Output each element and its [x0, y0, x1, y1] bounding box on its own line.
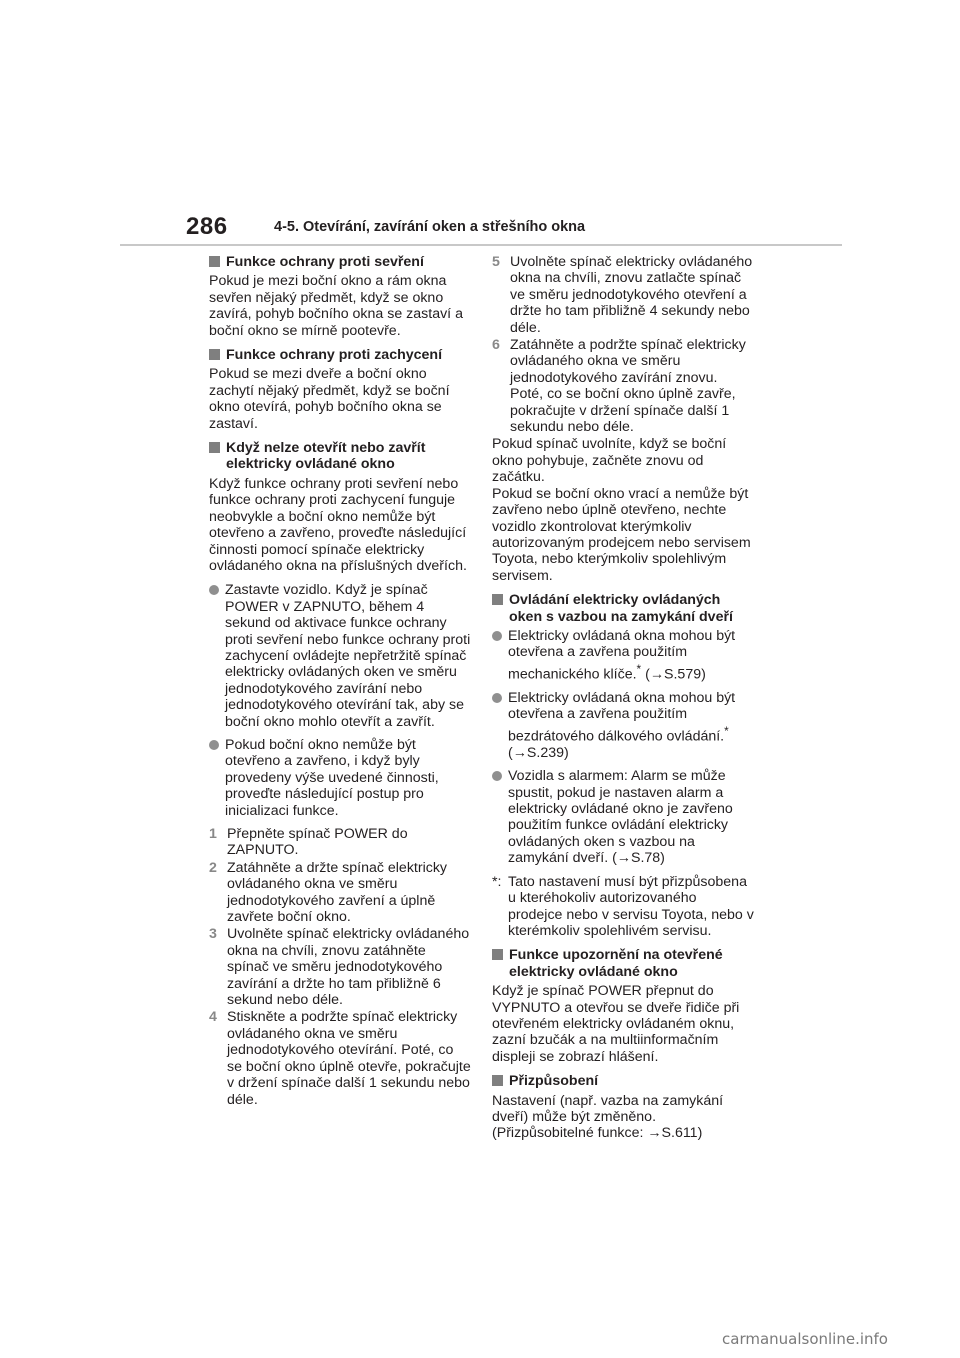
heading-customization: Přizpůsobení — [492, 1073, 754, 1089]
bullet-item: Elektricky ovládaná okna mohou být otevřena a zavřena použitím mechanického klíče.* (→S.579) — [492, 628, 754, 683]
heading-door-lock-link: Ovládání elektricky ovládaných oken s vazbou na zamykání dveří — [492, 592, 754, 625]
square-bullet-icon — [492, 1075, 503, 1086]
step-item: 4 Stiskněte a podržte spínač elektricky ovládaného okna ve směru jednodotykového otevírání. Poté, co se boční okno úplně otevře, pokračujte v držení spínače další 1 sekundu nebo déle. — [209, 1009, 471, 1108]
page-reference: (Přizpůsobitelné funkce: →S.611) — [492, 1125, 703, 1142]
paragraph: Když funkce ochrany proti sevření nebo funkce ochrany proti zachycení funguje neobvykle a boční okno nemůže být otevřeno a zavřeno, proveďte následující činnosti pomocí spínače elektricky ovládaného okna na příslušných dveřích. — [209, 475, 467, 574]
round-bullet-icon — [492, 693, 502, 703]
square-bullet-icon — [209, 256, 220, 267]
round-bullet-icon — [492, 771, 502, 781]
round-bullet-icon — [492, 631, 502, 641]
paragraph: Pokud spínač uvolníte, když se boční okno pohybuje, začněte znovu od začátku. — [492, 436, 727, 486]
paragraph: Pokud se mezi dveře a boční okno zachytí nějaký předmět, když se boční okno otevírá, pohyb bočního okna se zastaví. — [209, 366, 450, 432]
page-number: 286 — [186, 213, 228, 240]
square-bullet-icon — [492, 594, 503, 605]
page-reference: (→S.239) — [508, 744, 569, 761]
bullet-item: Elektricky ovládaná okna mohou být otevřena a zavřena použitím bezdrátového dálkového ovládání.* (→S.239) — [492, 690, 754, 761]
left-column — [209, 254, 471, 1108]
heading-cannot-open: Když nelze otevřít nebo zavřít elektricky ovládané okno — [209, 440, 471, 473]
paragraph: Pokud se boční okno vrací a nemůže být zavřeno nebo úplně otevřeno, nechte vozidlo zkontrolovat kterýmkoliv autorizovaným prodejcem nebo servisem Toyota, nebo kterýmkoliv spolehlivým servisem. — [492, 485, 751, 584]
step-item: 3 Uvolněte spínač elektricky ovládaného okna na chvíli, znovu zatáhněte spínač ve směru jednodotykového zavírání a držte ho tam přibližně 6 sekund nebo déle. — [209, 926, 470, 1009]
heading-pinch-protection: Funkce ochrany proti sevření — [209, 254, 471, 270]
paragraph: Pokud je mezi boční okno a rám okna sevřen nějaký předmět, když se okno zavírá, pohyb bočního okna se zastaví a boční okno se mírně pootevře. — [209, 273, 463, 339]
square-bullet-icon — [492, 949, 503, 960]
step-item: 5 Uvolněte spínač elektricky ovládaného okna na chvíli, znovu zatlačte spínač ve směru jednodotykového otevření a držte ho tam přibližně 4 sekundy nebo déle. — [492, 254, 753, 336]
header-rule — [120, 244, 842, 246]
watermark: carmanualsonline.info — [722, 1330, 888, 1348]
bullet-item: Zastavte vozidlo. Když je spínač POWER v ZAPNUTO, během 4 sekund od aktivace funkce ochrany proti sevření nebo funkce ochrany proti zachycení ovládejte nepřetržitě spínač elektricky ovládaných oken ve směru jednodotykového zavírání nebo jednodotykového otevírání tak, aby se boční okno mohlo otevřít a zavřít. — [209, 582, 471, 730]
page-reference: (→S.579) — [645, 666, 706, 683]
round-bullet-icon — [209, 585, 219, 595]
paragraph: Nastavení (např. vazba na zamykání dveří) může být změněno. — [492, 1092, 724, 1125]
section-title: 4-5. Otevírání, zavírání oken a střešního okna — [274, 219, 586, 235]
square-bullet-icon — [209, 349, 220, 360]
bullet-item: Pokud boční okno nemůže být otevřeno a zavřeno, i když byly provedeny výše uvedené činnosti, proveďte následující postup pro inicializaci funkce. — [209, 737, 471, 819]
right-column — [492, 254, 754, 1142]
paragraph: Když je spínač POWER přepnut do VYPNUTO a otevřou se dveře řidiče při otevřeném elektricky ovládaném oknu, zazní bzučák a na multiinformačním displeji se zobrazí hlášení. — [492, 983, 740, 1065]
heading-catch-protection: Funkce ochrany proti zachycení — [209, 347, 471, 363]
bullet-item: Vozidla s alarmem: Alarm se může spustit, pokud je nastaven alarm a elektricky ovládané okno je zavřeno použitím funkce ovládání elektricky ovládaných oken s vazbou na zamykání dveří. (→S.78) — [492, 768, 754, 866]
step-item: 6 Zatáhněte a podržte spínač elektricky ovládaného okna ve směru jednodotykového zavírání znovu. Poté, co se boční okno úplně zavře, pokračujte v držení spínače další 1 sekundu nebo déle. — [492, 337, 746, 436]
square-bullet-icon — [209, 442, 220, 453]
footnote: *: Tato nastavení musí být přizpůsobena u kteréhokoliv autorizovaného prodejce nebo v servisu Toyota, nebo v kterémkoliv spolehlivém servisu. — [492, 873, 754, 939]
round-bullet-icon — [209, 740, 219, 750]
step-item: 1 Přepněte spínač POWER do ZAPNUTO. — [209, 826, 408, 859]
heading-open-window-warning: Funkce upozornění na otevřené elektricky ovládané okno — [492, 947, 754, 980]
step-item: 2 Zatáhněte a držte spínač elektricky ovládaného okna ve směru jednodotykového zavření a úplně zavřete boční okno. — [209, 859, 448, 926]
